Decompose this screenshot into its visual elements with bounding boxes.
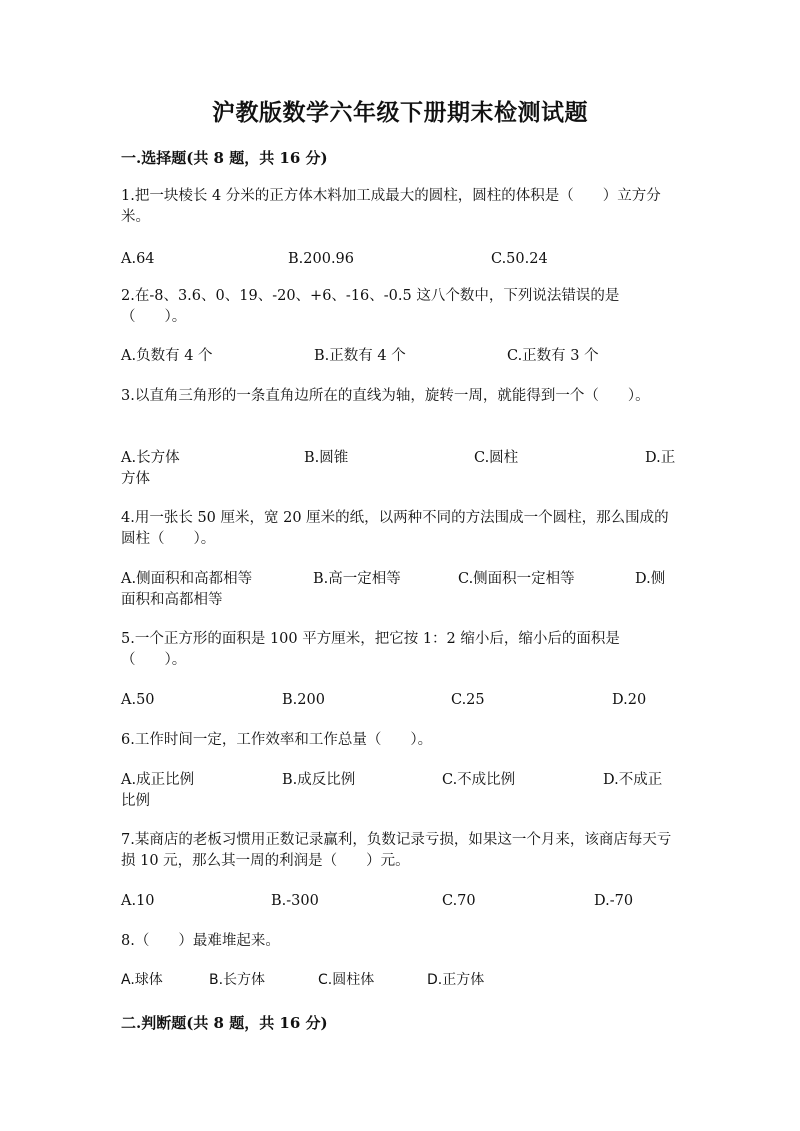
question-3-options (121, 448, 681, 490)
question-7-option-b[interactable]: B.-300 (271, 893, 319, 909)
question-2-option-a[interactable]: A.负数有 4 个 (121, 348, 213, 364)
question-8-option-a[interactable]: A.球体 (121, 972, 163, 988)
question-6-option-c[interactable]: C.不成比例 (442, 772, 516, 788)
question-3-option-d[interactable]: D.正 (645, 450, 676, 466)
page-title: 沪教版数学六年级下册期末检测试题 (212, 99, 588, 126)
question-4-option-d-wrap[interactable]: 面积和高都相等 (121, 592, 223, 608)
question-4-option-d[interactable]: D.侧 (635, 571, 666, 587)
question-7-text: 7.某商店的老板习惯用正数记录赢利，负数记录亏损，如果这一个月来，该商店每天亏损 10 元，那么其一周的利润是（ ）元。 (121, 832, 672, 869)
question-7-option-d[interactable]: D.-70 (594, 893, 634, 909)
question-7-options (121, 891, 681, 933)
question-8-option-c[interactable]: C.圆柱体 (318, 972, 375, 988)
question-7-option-c[interactable]: C.70 (442, 893, 476, 909)
question-1-option-a[interactable]: A.64 (121, 251, 155, 267)
question-5-options (121, 690, 681, 732)
question-8-text: 8.（ ）最难堆起来。 (121, 933, 280, 949)
question-4-text: 4.用一张长 50 厘米，宽 20 厘米的纸，以两种不同的方法围成一个圆柱，那么围成的圆柱（ ）。 (121, 510, 669, 547)
question-4-option-c[interactable]: C.侧面积一定相等 (458, 571, 575, 587)
question-3-option-c[interactable]: C.圆柱 (474, 450, 519, 466)
question-2-text: 2.在-8、3.6、0、19、-20、+6、-16、-0.5 这八个数中，下列说法错误的是（ ）。 (121, 288, 620, 325)
question-3-text: 3.以直角三角形的一条直角边所在的直线为轴，旋转一周，就能得到一个（ ）。 (121, 388, 650, 404)
question-6-option-d[interactable]: D.不成正 (603, 772, 663, 788)
question-3-option-d-wrap[interactable]: 方体 (121, 471, 150, 487)
question-1-text: 1.把一块棱长 4 分米的正方体木料加工成最大的圆柱，圆柱的体积是（ ）立方分米。 (121, 188, 661, 225)
question-3-option-a[interactable]: A.长方体 (121, 450, 180, 466)
question-6-options (121, 770, 681, 812)
section-heading-judgment: 二.判断题(共 8 题，共 16 分) (121, 1014, 328, 1032)
question-2-option-c[interactable]: C.正数有 3 个 (507, 348, 599, 364)
question-1-option-c[interactable]: C.50.24 (491, 251, 548, 267)
question-5-option-c[interactable]: C.25 (451, 692, 485, 708)
question-2-options (121, 346, 681, 388)
question-8-option-d[interactable]: D.正方体 (427, 972, 485, 988)
question-5-option-d[interactable]: D.20 (612, 692, 647, 708)
question-8-option-b[interactable]: B.长方体 (209, 972, 266, 988)
question-1-option-b[interactable]: B.200.96 (288, 251, 355, 267)
question-4-option-b[interactable]: B.高一定相等 (313, 571, 401, 587)
section-heading-choice: 一.选择题(共 8 题，共 16 分) (121, 149, 328, 167)
question-8-options (121, 970, 681, 1012)
question-6-option-a[interactable]: A.成正比例 (121, 772, 195, 788)
question-2-option-b[interactable]: B.正数有 4 个 (314, 348, 406, 364)
question-6-option-b[interactable]: B.成反比例 (282, 772, 356, 788)
question-4-option-a[interactable]: A.侧面积和高都相等 (121, 571, 253, 587)
question-5-option-a[interactable]: A.50 (121, 692, 155, 708)
question-5-option-b[interactable]: B.200 (282, 692, 325, 708)
question-1-options (121, 249, 681, 291)
question-3-option-b[interactable]: B.圆锥 (304, 450, 349, 466)
question-7-option-a[interactable]: A.10 (121, 893, 155, 909)
question-5-text: 5.一个正方形的面积是 100 平方厘米，把它按 1：2 缩小后，缩小后的面积是（ ）。 (121, 631, 620, 668)
question-6-text: 6.工作时间一定，工作效率和工作总量（ ）。 (121, 732, 433, 748)
question-6-option-d-wrap[interactable]: 比例 (121, 793, 150, 809)
question-4-options (121, 569, 681, 611)
